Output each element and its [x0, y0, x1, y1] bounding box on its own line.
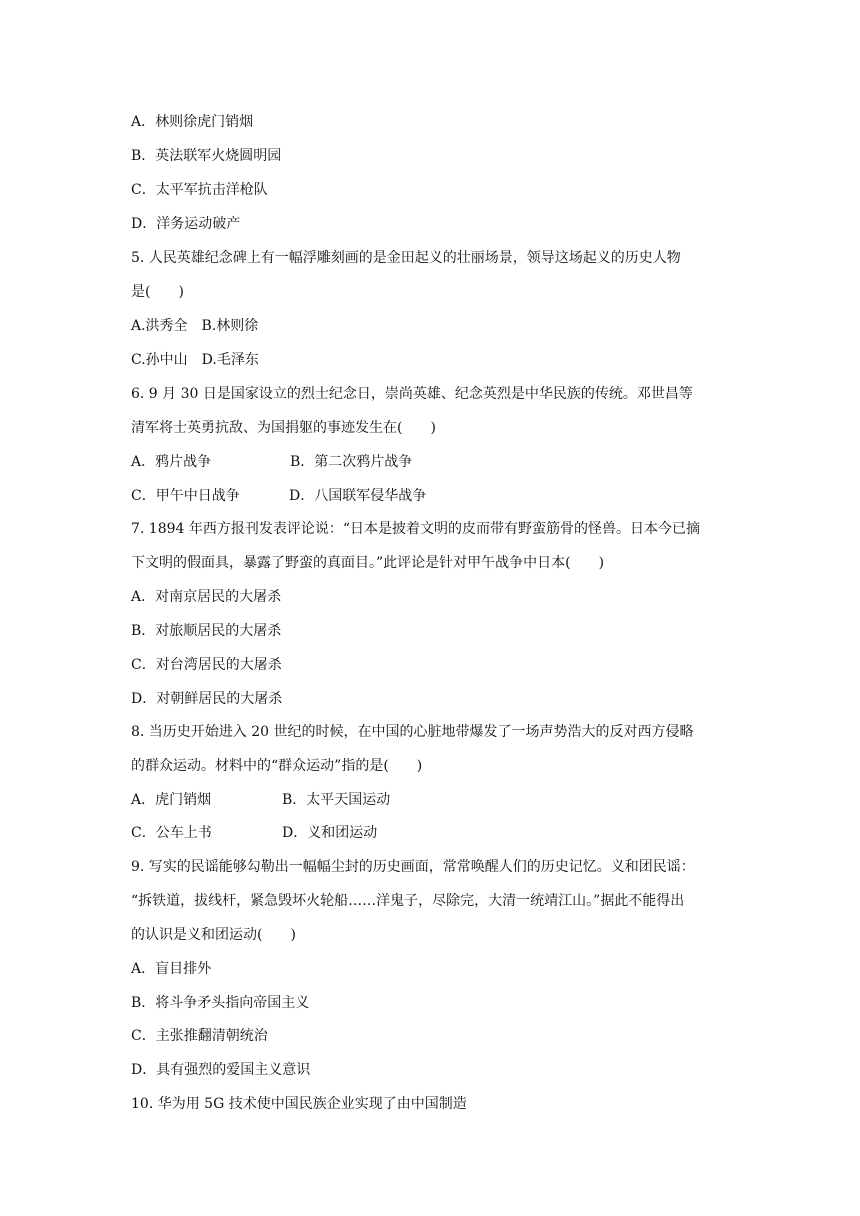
q9-stem-line-2: “拆铁道，拔线杆，紧急毁坏火轮船……洋鬼子，尽除完，大清一统靖江山。”据此不能得出: [131, 893, 685, 909]
q7-option-b: B．对旅顺居民的大屠杀: [131, 623, 282, 639]
q8-options-row-1: [131, 790, 391, 810]
q6-stem-line-2: 清军将士英勇抗敌、为国捐躯的事迹发生在( ): [131, 420, 436, 436]
q9-option-c: C．主张推翻清朝统治: [131, 1028, 268, 1044]
q4-option-a: A．林则徐虎门销烟: [131, 114, 254, 130]
q5-options-row-2: C.孙中山 D.毛泽东: [131, 352, 259, 368]
q4-option-b: B．英法联军火烧圆明园: [131, 148, 282, 164]
q9-stem-line-3: 的认识是义和团运动( ): [131, 927, 296, 943]
q7-option-a: A．对南京居民的大屠杀: [131, 589, 282, 605]
q4-option-d: D．洋务运动破产: [131, 216, 241, 232]
q5-options-row-1: A.洪秀全 B.林则徐: [131, 318, 259, 334]
q8-stem-line-2: 的群众运动。材料中的“群众运动”指的是( ): [131, 758, 423, 774]
q7-stem-line-2: 下文明的假面具，暴露了野蛮的真面目。”此评论是针对甲午战争中日本( ): [131, 555, 605, 571]
q5-stem-line-2: 是( ): [131, 284, 184, 300]
q8-option-b: B．太平天国运动: [282, 792, 391, 808]
q7-option-c: C．对台湾居民的大屠杀: [131, 657, 282, 673]
q6-options-row-2: [131, 486, 427, 506]
q6-option-c: C．甲午中日战争: [131, 488, 240, 504]
q7-option-d: D．对朝鲜居民的大屠杀: [131, 691, 283, 707]
q9-stem-line-1: 9. 写实的民谣能够勾勒出一幅幅尘封的历史画面，常常唤醒人们的历史记忆。义和团民谣：: [131, 859, 695, 875]
q7-stem-line-1: 7. 1894 年西方报刊发表评论说：“日本是披着文明的皮而带有野蛮筋骨的怪兽。日本今已摘: [131, 521, 701, 537]
q6-option-b: B．第二次鸦片战争: [290, 454, 413, 470]
q10-stem-line-1: 10. 华为用 5G 技术使中国民族企业实现了由中国制造: [131, 1096, 467, 1112]
q9-option-d: D．具有强烈的爱国主义意识: [131, 1062, 311, 1078]
q4-option-c: C．太平军抗击洋枪队: [131, 182, 268, 198]
q8-option-d: D．义和团运动: [282, 825, 378, 841]
q9-option-a: A．盲目排外: [131, 961, 212, 977]
q8-option-c: C．公车上书: [131, 825, 212, 841]
q9-option-b: B．将斗争矛头指向帝国主义: [131, 995, 310, 1011]
q8-option-a: A．虎门销烟: [131, 792, 212, 808]
q6-option-d: D．八国联军侵华战争: [289, 488, 427, 504]
q6-options-row-1: [131, 452, 413, 472]
q6-stem-line-1: 6. 9 月 30 日是国家设立的烈士纪念日，崇尚英雄、纪念英烈是中华民族的传统。邓世昌等: [131, 386, 693, 402]
q8-stem-line-1: 8. 当历史开始进入 20 世纪的时候，在中国的心脏地带爆发了一场声势浩大的反对西方侵略: [131, 724, 694, 740]
q6-option-a: A．鸦片战争: [131, 454, 212, 470]
q5-stem-line-1: 5. 人民英雄纪念碑上有一幅浮雕刻画的是金田起义的壮丽场景，领导这场起义的历史人物: [131, 250, 681, 266]
q8-options-row-2: [131, 823, 378, 843]
